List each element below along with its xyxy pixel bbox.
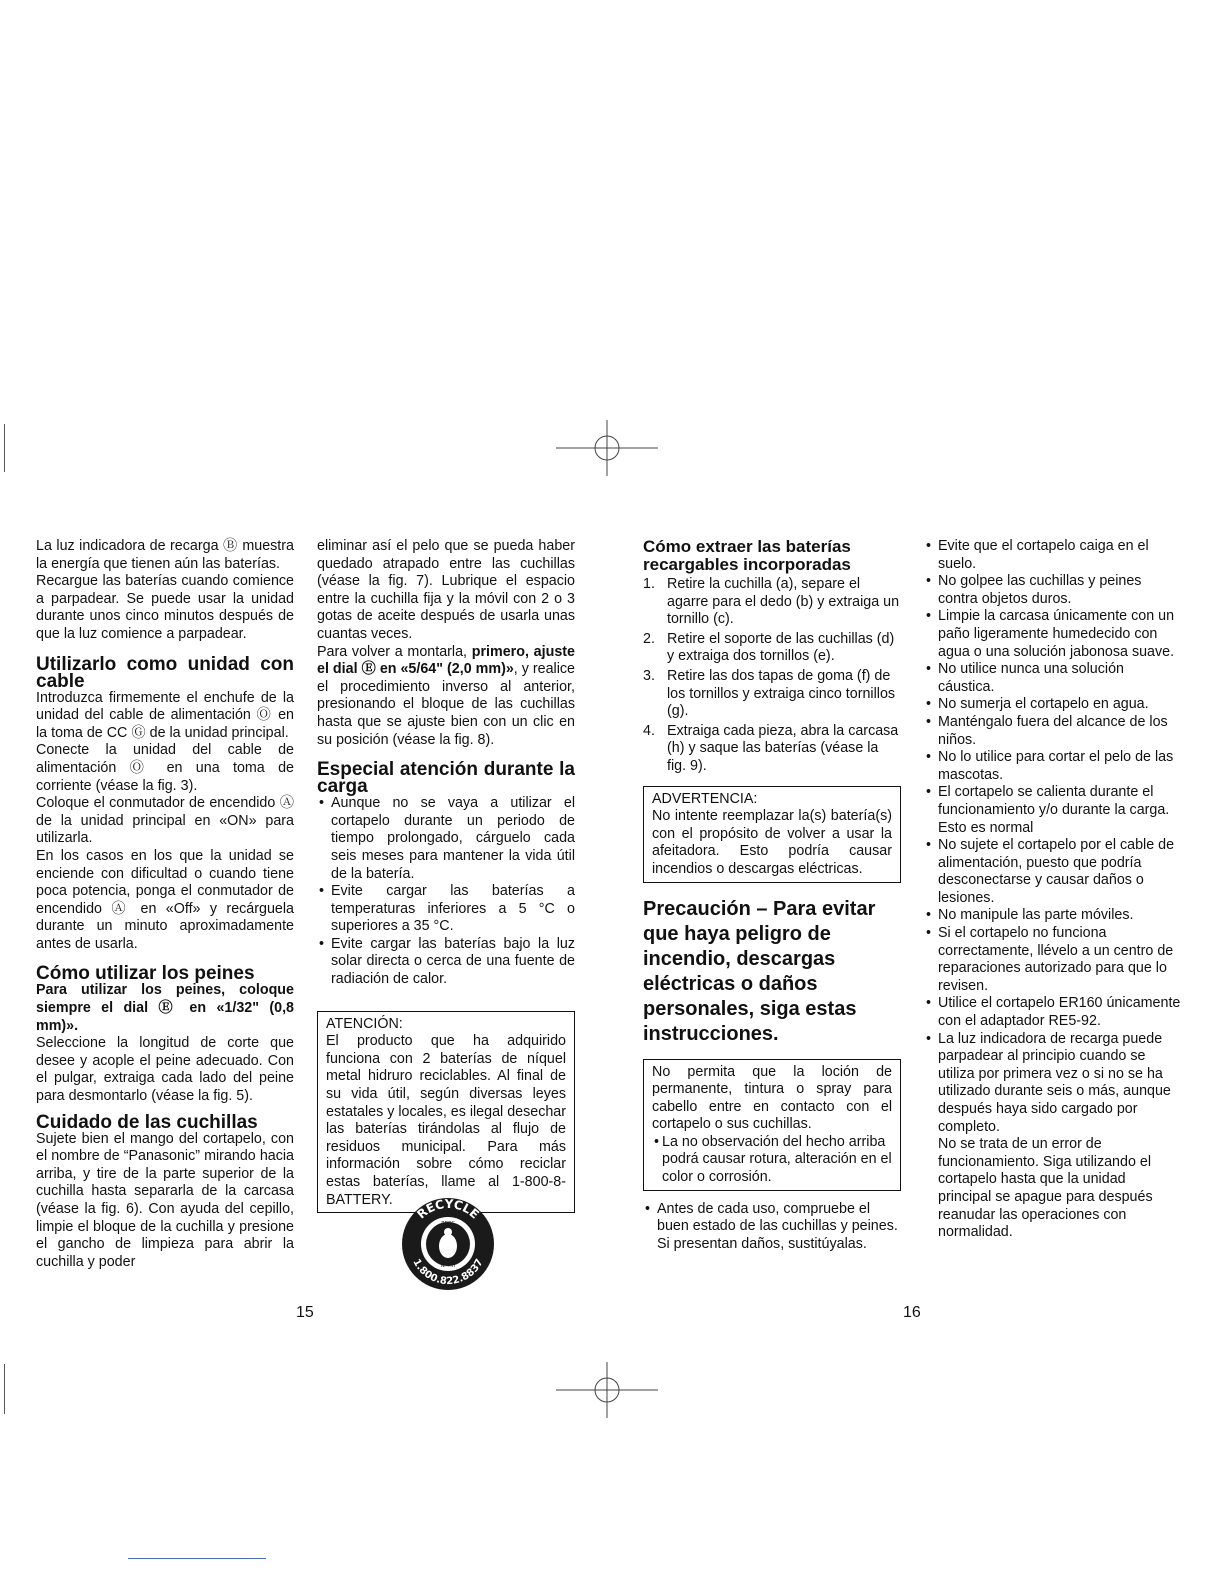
list-item <box>643 576 901 629</box>
heading-cuchillas: Cuidado de las cuchillas <box>36 1111 258 1133</box>
step-text: Retire las dos tapas de goma (f) de los tornillos y extraiga cinco tornillos (g). <box>667 667 896 720</box>
page-number-16: 16 <box>903 1304 921 1321</box>
list-item <box>924 1031 1182 1242</box>
page-number-15: 15 <box>296 1304 314 1321</box>
paragraph: Coloque el conmutador de encendido Ⓐ de la unidad principal en «ON» para utilizarla. <box>36 795 294 847</box>
seal-rbrc-text: RBRC <box>441 1221 455 1227</box>
footnote-rule <box>128 1558 266 1559</box>
seal-nimh-text: Ni-MH <box>440 1263 456 1269</box>
paragraph <box>317 644 575 750</box>
crop-mark-left-top <box>4 424 5 472</box>
paragraph: La luz indicadora de recarga Ⓑ muestra la energía que tienen aún las baterías. <box>36 538 294 572</box>
list-item: • Limpie la carcasa únicamente con un paño ligeramente humedecido con agua o una solución jabonosa suave. <box>924 608 1182 661</box>
list-item: • Evite cargar las baterías a temperaturas inferiores a 5 °C o superiores a 35 °C. <box>317 883 575 936</box>
text-run: , y realice el procedimiento inverso al anterior, presionando el bloque de las cuchillas hasta que se ajuste bien con un clic en su posición (véase la fig. 8). <box>317 661 575 748</box>
box-text: No permita que la loción de permanente, tintura o spray para cabello entre en contacto con el cortapelo o sus cuchillas. <box>652 1063 892 1133</box>
step-number: 1. <box>643 576 655 592</box>
heading-extraer: Cómo extraer las baterías recargables incorporadas <box>643 537 851 574</box>
svg-text:1.800.822.8837 <box>410 1257 485 1287</box>
box-text: No intente reemplazar la(s) batería(s) con el propósito de volver a usar la afeitadora. Esto podría causar incendios o descargas eléctricas. <box>652 808 892 877</box>
paragraph: Conecte la unidad del cable de alimentación Ⓞ en una toma de corriente (véase la fig. 3). <box>36 742 294 794</box>
list-item: • No sujete el cortapelo por el cable de alimentación, puesto que podría desconectarse y causar daños o lesiones. <box>924 837 1182 907</box>
list-item: • No lo utilice para cortar el pelo de las mascotas. <box>924 749 1182 784</box>
list-item: • No golpee las cuchillas y peines contra objetos duros. <box>924 573 1182 608</box>
list-item: • Antes de cada uso, compruebe el buen estado de las cuchillas y peines. Si presentan daños, sustitúyalas. <box>643 1201 901 1254</box>
peines-instruction: Para utilizar los peines, coloque siempre el dial Ⓔ en «1/32" (0,8 mm)». <box>36 982 294 1034</box>
list-item: • Evite que el cortapelo caiga en el suelo. <box>924 538 1182 573</box>
paragraph: Sujete bien el mango del cortapelo, con el nombre de “Panasonic” mirando hacia arriba, y tire de la parte superior de la cuchilla hasta separarla de la carcasa (véase la fig. 6). Con ayuda del cepillo, limpie el bloque de la cuchilla y presione el gancho de limpieza para abrir la cuchilla y poder <box>36 1130 294 1270</box>
paragraph: • La luz indicadora de recarga puede parpadear al principio cuando se utiliza por primera vez o si no se ha utilizado durante seis o más, aunque después haya sido cargado por completo. <box>938 1030 1171 1135</box>
heading-cable: Utilizarlo como unidad con cable <box>36 653 294 692</box>
box-title: ATENCIÓN: <box>326 1015 403 1032</box>
list-item: • La no observación del hecho arriba podrá causar rotura, alteración en el color o corrosión. <box>652 1134 892 1187</box>
step-text: Retire el soporte de las cuchillas (d) y extraiga dos tornillos (e). <box>667 630 895 665</box>
step-text: Retire la cuchilla (a), separe el agarre para el dedo (b) y extraiga un tornillo (c). <box>667 576 900 628</box>
list-item: • Utilice el cortapelo ER160 únicamente con el adaptador RE5-92. <box>924 995 1182 1030</box>
heading-peines: Cómo utilizar los peines <box>36 963 255 985</box>
paragraph: No se trata de un error de funcionamiento. Siga utilizando el cortapelo hasta que la unidad principal se apague para después reanudar las operaciones con normalidad. <box>938 1136 1153 1241</box>
paragraph: eliminar así el pelo que se pueda haber quedado atrapado entre las cuchillas (véase la fig. 7). Lubrique el espacio entre la cuchilla fija y la móvil con 2 o 3 gotas de aceite después de usarla unas cuantas veces. <box>317 538 575 642</box>
caution-bullets <box>652 1134 892 1187</box>
warning-box <box>643 786 901 883</box>
registration-mark-bottom <box>556 1362 658 1418</box>
bullet-list-carga <box>317 795 575 989</box>
box-title: ADVERTENCIA: <box>652 790 758 807</box>
caution-box <box>643 1059 901 1191</box>
list-item: • Aunque no se vaya a utilizar el cortapelo durante un periodo de tiempo prolongado, cárguelo cada seis meses para mantener la vida útil de la batería. <box>317 795 575 883</box>
paragraph: Recargue las baterías cuando comience a parpadear. Se puede usar la unidad durante unos cinco minutos después de que la luz comience a parpadear. <box>36 573 294 642</box>
paragraph: En los casos en los que la unidad se enciende con dificultad o cuando tiene poca potencia, ponga el conmutador de encendido Ⓐ en «Off» y recárguela durante un minuto aproximadamente antes de usarla. <box>36 847 294 952</box>
list-item: • No sumerja el cortapelo en agua. <box>924 696 1182 714</box>
crop-mark-left-bottom <box>4 1364 5 1414</box>
list-item: • Evite cargar las baterías bajo la luz solar directa o cerca de una fuente de radiación de calor. <box>317 936 575 989</box>
svg-text:RECYCLE <box>414 1197 481 1222</box>
text-run: Para volver a montarla, <box>317 643 472 660</box>
seal-bottom-text: 1.800.822.8837 <box>410 1257 486 1288</box>
step-number: 2. <box>643 630 655 647</box>
step-number: 3. <box>643 667 655 684</box>
list-item: • No manipule las parte móviles. <box>924 907 1182 925</box>
bullet-list <box>643 1201 901 1254</box>
paragraph: Introduzca firmemente el enchufe de la unidad del cable de alimentación Ⓞ en la toma de CC Ⓖ de la unidad principal. <box>36 689 294 741</box>
page15-column1 <box>36 538 294 1271</box>
list-item: • Manténgalo fuera del alcance de los niños. <box>924 714 1182 749</box>
page15-column2 <box>317 538 575 1223</box>
page16-column3 <box>643 538 901 1253</box>
seal-top-text: RECYCLE <box>414 1196 482 1222</box>
list-item: • El cortapelo se calienta durante el funcionamiento y/o durante la carga. Esto es normal <box>924 784 1182 837</box>
list-item: • Si el cortapelo no funciona correctamente, llévelo a un centro de reparaciones autorizado para que lo revisen. <box>924 925 1182 995</box>
text-run-bold: primero, ajuste el dial Ⓔ en «5/64" (2,0 mm)» <box>317 643 575 678</box>
list-item <box>643 631 901 666</box>
heading-precaucion: Precaución – Para evitar que haya peligro de incendio, descargas eléctricas o daños personales, siga estas instrucciones. <box>643 897 876 1045</box>
box-text: El producto que ha adquirido funciona con 2 baterías de níquel metal hidruro reciclables. Al final de su vida útil, según diversas leyes estatales y locales, es ilegal desechar las baterías tirándolas al flujo de residuos municipal. Para más información sobre cómo reciclar estas baterías, llame al 1-800-8-BATTERY. <box>326 1033 567 1208</box>
list-item <box>643 723 901 776</box>
safety-bullet-list <box>924 538 1182 1242</box>
steps-list <box>643 576 901 776</box>
list-item <box>643 668 901 721</box>
heading-carga: Especial atención durante la carga <box>317 759 575 798</box>
attention-box <box>317 1011 575 1214</box>
paragraph: Seleccione la longitud de corte que desee y acople el peine adecuado. Con el pulgar, extraiga cada lado del peine para desmontarlo (véase la fig. 5). <box>36 1035 294 1105</box>
list-item: • No utilice nunca una solución cáustica. <box>924 661 1182 696</box>
registration-mark-top <box>556 420 658 476</box>
page16-column4 <box>924 538 1182 1242</box>
step-number: 4. <box>643 722 655 739</box>
recycle-seal <box>398 1194 498 1294</box>
step-text: Extraiga cada pieza, abra la carcasa (h) y saque las baterías (véase la fig. 9). <box>667 722 899 774</box>
